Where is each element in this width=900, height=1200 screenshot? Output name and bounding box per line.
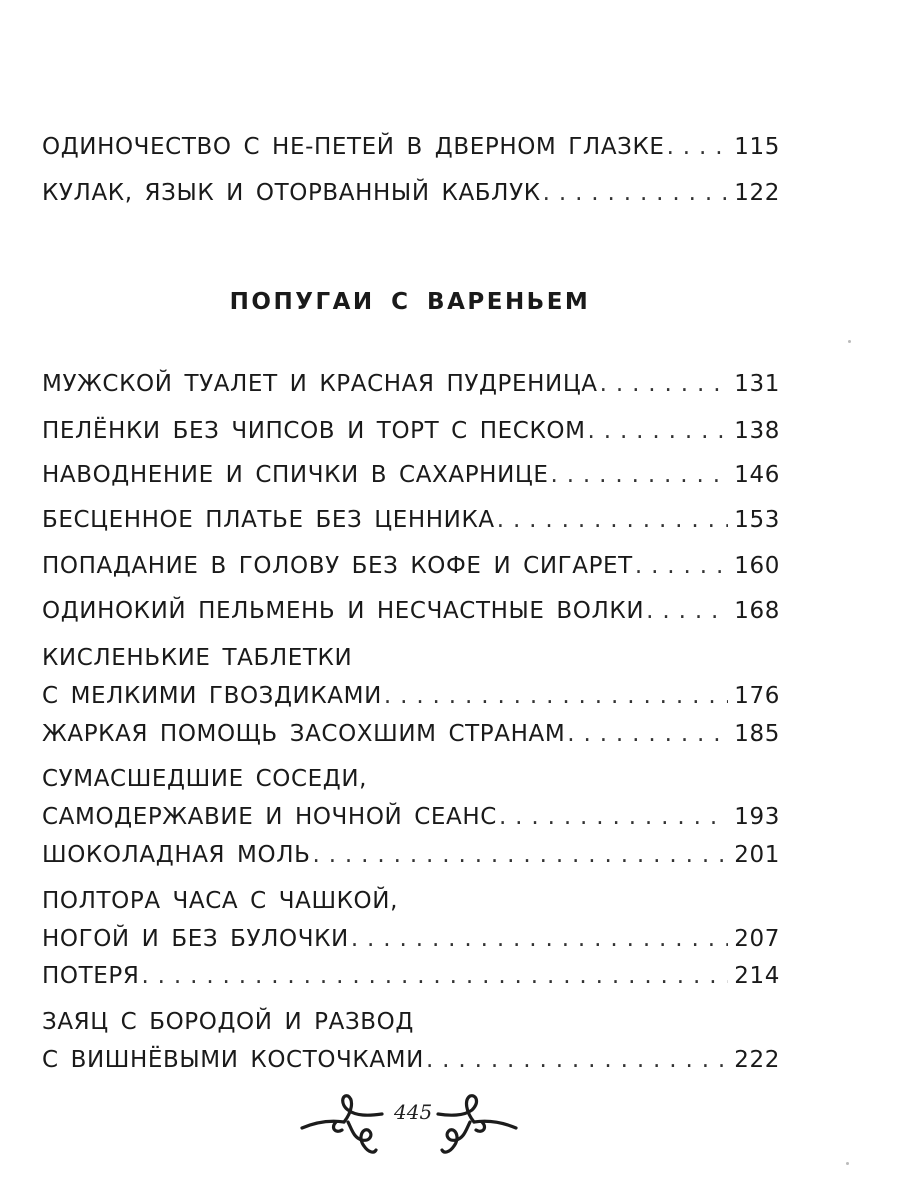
- toc-entry-line: [42, 957, 780, 995]
- dot-leader: [667, 128, 729, 166]
- toc-entry-title-first-line: СУМАСШЕДШИЕ СОСЕДИ,: [42, 766, 368, 792]
- toc-entry-line: [42, 128, 780, 166]
- toc-entry-title-first-line: ЗАЯЦ С БОРОДОЙ И РАЗВОД: [42, 1009, 414, 1035]
- toc-entry[interactable]: [42, 128, 780, 166]
- toc-entry-page: 201: [734, 842, 780, 868]
- toc-entry-title-first-line: ПОЛТОРА ЧАСА С ЧАШКОЙ,: [42, 888, 398, 914]
- toc-entry[interactable]: [42, 836, 780, 874]
- toc-entry-title: ПОТЕРЯ: [42, 963, 140, 989]
- toc-entry-page: 193: [734, 804, 780, 830]
- toc-entry[interactable]: [42, 592, 780, 630]
- page-number: 445: [394, 1100, 433, 1124]
- toc-entry[interactable]: [42, 456, 780, 494]
- paper-speck: [848, 340, 851, 343]
- dot-leader: [384, 677, 728, 715]
- toc-entry-line: [42, 920, 780, 958]
- toc-entry-page: 138: [734, 418, 780, 444]
- dot-leader: [600, 365, 729, 403]
- toc-entry[interactable]: [42, 1003, 780, 1079]
- toc-entry-line: [42, 677, 780, 715]
- toc-entry[interactable]: [42, 715, 780, 753]
- dot-leader: [141, 957, 728, 995]
- toc-entry-line: [42, 592, 780, 630]
- toc-entry-page: 185: [734, 721, 780, 747]
- toc-entry-title: КУЛАК, ЯЗЫК И ОТОРВАННЫЙ КАБЛУК: [42, 180, 541, 206]
- toc-entry-line: [42, 715, 780, 753]
- toc-entry-page: 153: [734, 507, 780, 533]
- toc-entry-page: 176: [734, 683, 780, 709]
- toc-entry-title: ОДИНОЧЕСТВО С НЕ-ПЕТЕЙ В ДВЕРНОМ ГЛАЗКЕ: [42, 134, 665, 160]
- toc-entry[interactable]: [42, 639, 780, 715]
- toc-entry-page: 115: [734, 134, 780, 160]
- dot-leader: [499, 798, 728, 836]
- toc-entry-page: 207: [734, 926, 780, 952]
- dot-leader: [550, 456, 728, 494]
- toc-entry[interactable]: [42, 365, 780, 403]
- toc-entry-title: ПЕЛЁНКИ БЕЗ ЧИПСОВ И ТОРТ С ПЕСКОМ: [42, 418, 586, 444]
- toc-entry-title: ОДИНОКИЙ ПЕЛЬМЕНЬ И НЕСЧАСТНЫЕ ВОЛКИ: [42, 598, 645, 624]
- dot-leader: [543, 174, 729, 212]
- dot-leader: [646, 592, 728, 630]
- toc-entry-title: ШОКОЛАДНАЯ МОЛЬ: [42, 842, 311, 868]
- dot-leader: [635, 547, 728, 585]
- toc-entry-line: [42, 174, 780, 212]
- toc-entry-title: С МЕЛКИМИ ГВОЗДИКАМИ: [42, 683, 382, 709]
- dot-leader: [567, 715, 728, 753]
- toc-entry-title: САМОДЕРЖАВИЕ И НОЧНОЙ СЕАНС: [42, 804, 497, 830]
- toc-entry-line: [42, 1041, 780, 1079]
- dot-leader: [351, 920, 728, 958]
- toc-entry-title: МУЖСКОЙ ТУАЛЕТ И КРАСНАЯ ПУДРЕНИЦА: [42, 371, 598, 397]
- toc-entry-line: [42, 501, 780, 539]
- toc-entry-line: [42, 798, 780, 836]
- toc-entry-page: 146: [734, 462, 780, 488]
- toc-entry[interactable]: [42, 760, 780, 836]
- dot-leader: [588, 412, 729, 450]
- dot-leader: [497, 501, 729, 539]
- toc-entry-line: [42, 412, 780, 450]
- toc-entry-line: [42, 836, 780, 874]
- toc-entry-page: 168: [734, 598, 780, 624]
- toc-entry-line: [42, 365, 780, 403]
- toc-entry-title: БЕСЦЕННОЕ ПЛАТЬЕ БЕЗ ЦЕННИКА: [42, 507, 495, 533]
- toc-entry-title: НОГОЙ И БЕЗ БУЛОЧКИ: [42, 926, 349, 952]
- toc-entry-page: 222: [734, 1047, 780, 1073]
- dot-leader: [426, 1041, 728, 1079]
- section-heading: ПОПУГАИ С ВАРЕНЬЕМ: [229, 289, 591, 315]
- toc-entry-page: 131: [734, 371, 780, 397]
- toc-entry-title: ПОПАДАНИЕ В ГОЛОВУ БЕЗ КОФЕ И СИГАРЕТ: [42, 553, 633, 579]
- toc-entry-title: ЖАРКАЯ ПОМОЩЬ ЗАСОХШИМ СТРАНАМ: [42, 721, 566, 747]
- toc-entry-title: С ВИШНЁВЫМИ КОСТОЧКАМИ: [42, 1047, 424, 1073]
- dot-leader: [312, 836, 728, 874]
- toc-entry[interactable]: [42, 174, 780, 212]
- toc-entry[interactable]: [42, 547, 780, 585]
- toc-entry-page: 122: [734, 180, 780, 206]
- toc-entry[interactable]: [42, 957, 780, 995]
- toc-entry-page: 214: [734, 963, 780, 989]
- toc-entry-page: 160: [734, 553, 780, 579]
- paper-speck: [846, 1162, 849, 1165]
- toc-entry-line: [42, 547, 780, 585]
- toc-entry-title: НАВОДНЕНИЕ И СПИЧКИ В САХАРНИЦЕ: [42, 462, 549, 488]
- toc-entry-title-first-line: КИСЛЕНЬКИЕ ТАБЛЕТКИ: [42, 645, 353, 671]
- toc-entry[interactable]: [42, 882, 780, 958]
- toc-entry-line: [42, 456, 780, 494]
- toc-entry[interactable]: [42, 501, 780, 539]
- toc-entry[interactable]: [42, 412, 780, 450]
